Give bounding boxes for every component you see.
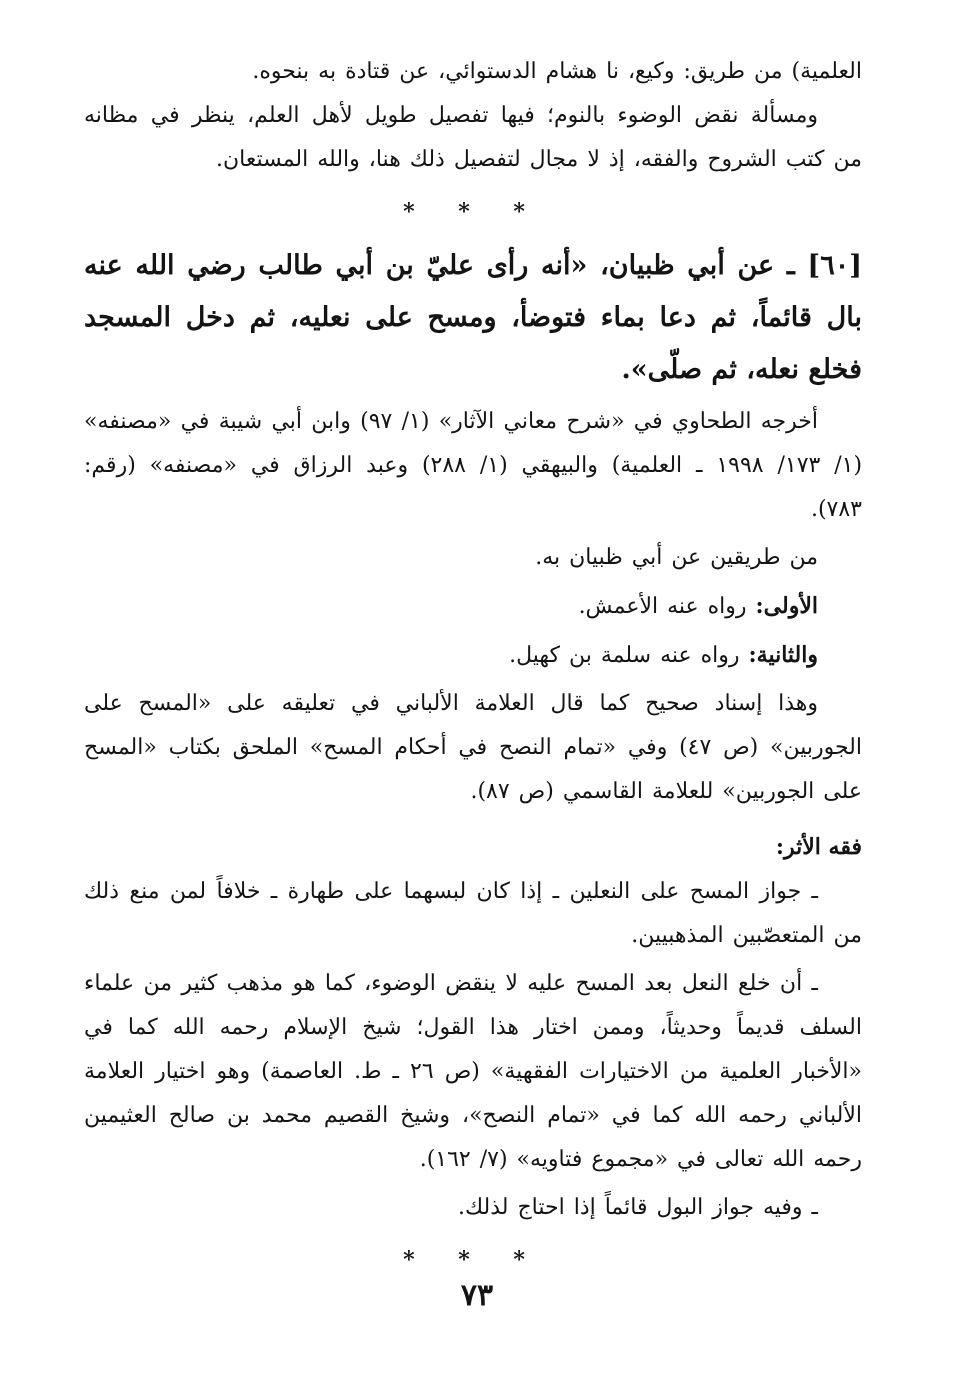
page-body bbox=[84, 50, 862, 1288]
second-route-label: والثانية: bbox=[748, 642, 818, 668]
fiqh-point-3: ـ وفيه جواز البول قائماً إذا احتاج لذلك. bbox=[457, 1195, 818, 1220]
paragraph-takhrij: أخرجه الطحاوي في «شرح معاني الآثار» (١/ ٩٧) وابن أبي شيبة في «مصنفه» (١/ ١٧٣/ ١٩٩٨ ـ العلمية) والبيهقي (١/ ٢٨٨) وعبد الرزاق في «مصنفه» (رقم: ٧٨٣). bbox=[84, 409, 863, 522]
fiqh-point-2: ـ أن خلع النعل بعد المسح عليه لا ينقض الوضوء، كما هو مذهب كثير من علماء السلف قديماً وحديثاً، وممن اختار هذا القول؛ شيخ الإسلام رحمه الله كما في «الأخبار العلمية من الاختيارات الفقهية» (ص ٢٦ ـ ط. العاصمة) وهو اختيار العلامة الألباني رحمه الله كما في «تمام النصح»، وشيخ القصيم محمد بن صالح العثيمين رحمه الله تعالى في «مجموع فتاويه» (٧/ ١٦٢). bbox=[84, 971, 862, 1172]
paragraph-turuq: من طريقين عن أبي ظبيان به. bbox=[535, 545, 818, 570]
first-route-label: الأولى: bbox=[755, 593, 818, 619]
page-number: ٧٣ bbox=[460, 1278, 494, 1313]
first-route-text: رواه عنه الأعمش. bbox=[578, 594, 756, 619]
paragraph-first-route bbox=[84, 584, 862, 629]
fiqh-heading: فقه الأثر: bbox=[775, 834, 862, 860]
section-separator: * * * bbox=[403, 199, 543, 225]
fiqh-point-1: ـ جواز المسح على النعلين ـ إذا كان لبسهما على طهارة ـ خلافاً لمن منع ذلك من المتعصّبين المذهبيين. bbox=[84, 879, 862, 948]
hadith-text: [٦٠] ـ عن أبي ظبيان، «أنه رأى عليّ بن أبي طالب رضي الله عنه بال قائماً، ثم دعا بماء فتوضأ، ومسح على نعليه، ثم دخل المسجد فخلع نعله، ثم صلّى». bbox=[84, 250, 862, 385]
paragraph-isnad: وهذا إسناد صحيح كما قال العلامة الألباني في تعليقه على «المسح على الجوربين» (ص ٤٧) وفي «تمام النصح في أحكام المسح» الملحق بكتاب «المسح على الجوربين» للعلامة القاسمي (ص ٨٧). bbox=[84, 691, 862, 804]
section-separator-end: * * * bbox=[403, 1247, 543, 1273]
paragraph-second-route bbox=[84, 633, 862, 678]
paragraph-continuation: العلمية) من طريق: وكيع، نا هشام الدستوائي، عن قتادة به بنحوه. bbox=[252, 59, 862, 84]
paragraph-wudu-note: ومسألة نقض الوضوء بالنوم؛ فيها تفصيل طويل لأهل العلم، ينظر في مظانه من كتب الشروح والفقه، إذ لا مجال لتفصيل ذلك هنا، والله المستعان. bbox=[84, 103, 862, 172]
second-route-text: رواه عنه سلمة بن كهيل. bbox=[509, 643, 749, 668]
